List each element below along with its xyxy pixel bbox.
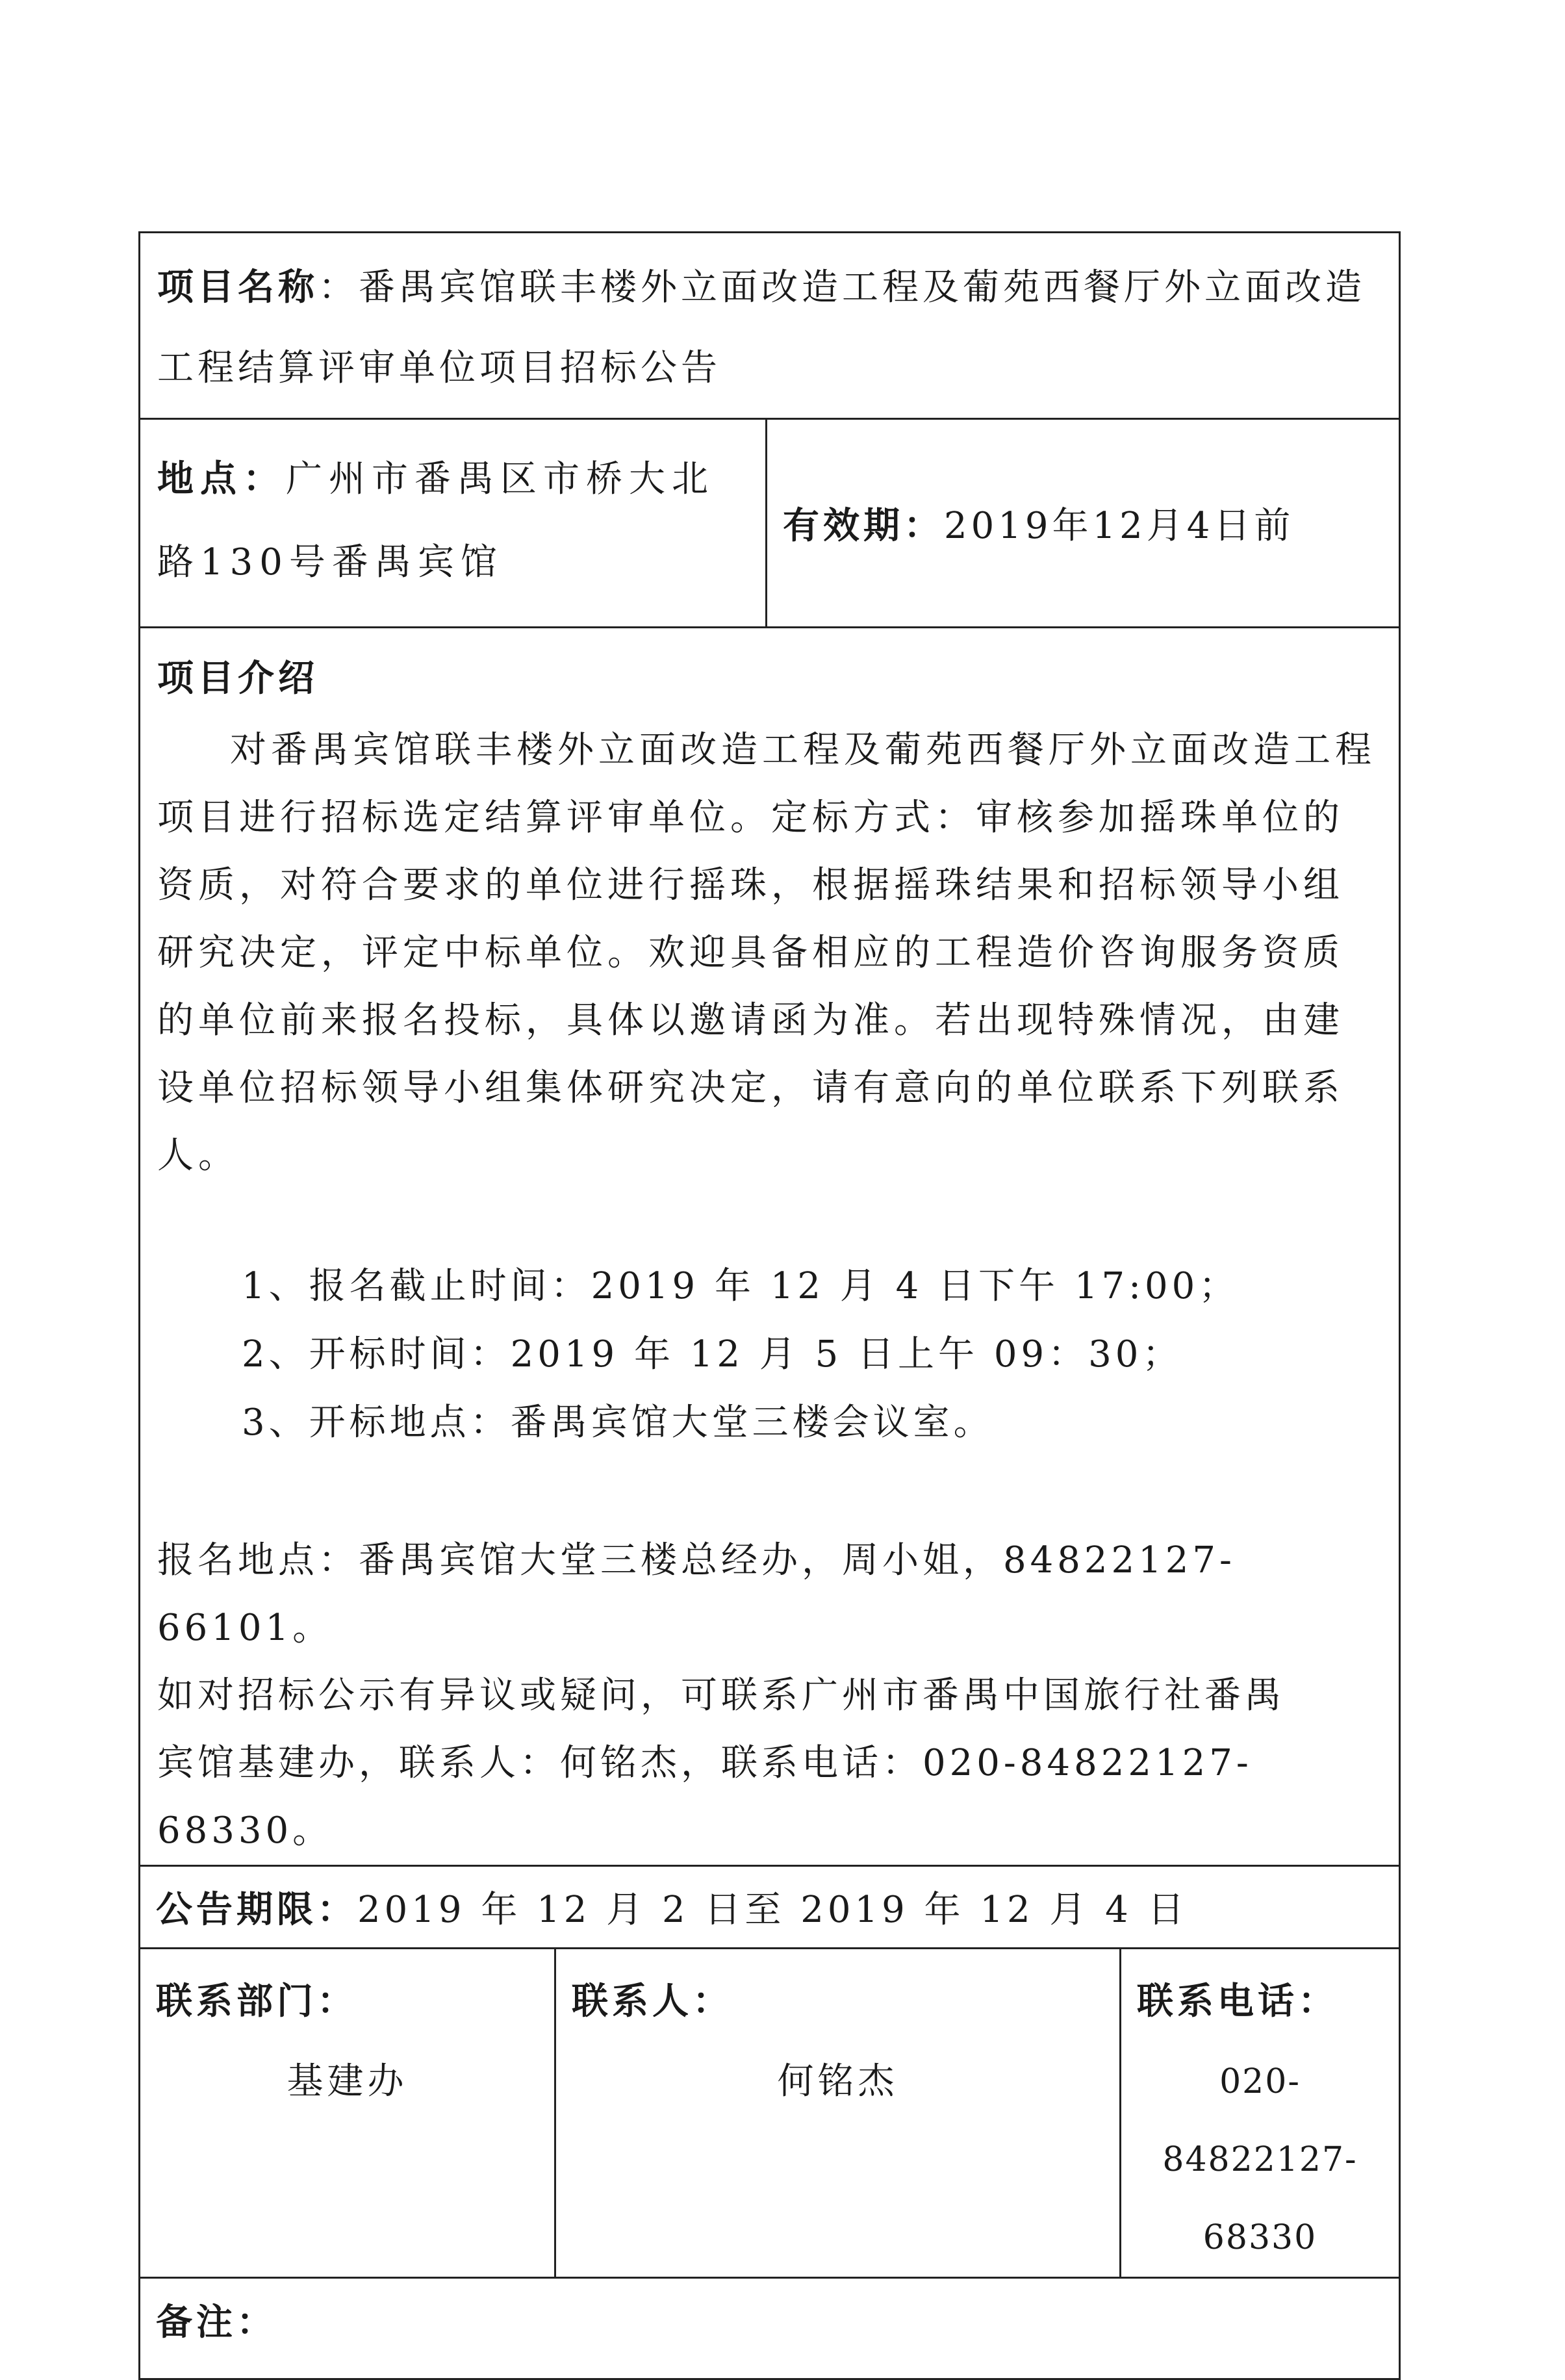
notice-period-row <box>140 1866 1400 1949</box>
introduction-cell <box>140 628 1400 1866</box>
contact-person-cell <box>555 1949 1121 2278</box>
notice-period-label: 公告期限： <box>156 1889 357 1931</box>
department-value: 基建办 <box>286 2060 408 2103</box>
introduction-heading: 项目介绍 <box>157 658 318 700</box>
validity-value: 2019年12月4日前 <box>944 505 1295 547</box>
remark-label: 备注： <box>156 2301 277 2344</box>
remark-row <box>140 2278 1400 2379</box>
contact-line: 宾馆基建办，联系人：何铭杰，联系电话：020-84822127-68330。 <box>157 1742 1253 1852</box>
notice-table <box>138 231 1401 2380</box>
department-label: 联系部门： <box>156 1980 357 2023</box>
contacts-row <box>140 1949 1400 2278</box>
project-name-value: 番禺宾馆联丰楼外立面改造工程及葡苑西餐厅外立面改造工程结算评审单位项目招标公告 <box>157 266 1366 389</box>
remark-cell <box>140 2278 1400 2379</box>
schedule-item-deadline: 1、报名截止时间：2019 年 12 月 4 日下午 17:00； <box>242 1265 1240 1307</box>
project-name-label: 项目名称 <box>157 266 318 309</box>
phone-value: 020-84822127-68330 <box>1162 2062 1358 2257</box>
phone-label: 联系电话： <box>1137 1980 1338 2023</box>
location-row <box>140 419 1400 628</box>
objection-line: 如对招标公示有异议或疑问，可联系广州市番禺中国旅行社番禺 <box>157 1674 1285 1717</box>
registration-info <box>157 1527 1382 1865</box>
contact-person-value: 何铭杰 <box>777 2060 898 2103</box>
department-cell <box>140 1949 555 2278</box>
project-name-cell <box>140 233 1400 419</box>
project-name-row <box>140 233 1400 419</box>
contact-person-label: 联系人： <box>572 1980 733 2023</box>
registration-line: 报名地点：番禺宾馆大堂三楼总经办，周小姐，84822127-66101。 <box>157 1539 1236 1649</box>
location-value: 广州市番禺区市桥大北路130号番禺宾馆 <box>157 458 715 583</box>
introduction-body: 对番禺宾馆联丰楼外立面改造工程及葡苑西餐厅外立面改造工程项目进行招标选定结算评审单位。定标方式：审核参加摇珠单位的资质，对符合要求的单位进行摇珠，根据摇珠结果和招标领导小组研究决定，评定中标单位。欢迎具备相应的工程造价咨询服务资质的单位前来报名投标，具体以邀请函为准。若出现特殊情况，由建设单位招标领导小组集体研究决定，请有意向的单位联系下列联系人。 <box>157 729 1376 1177</box>
notice-period-value: 2019 年 12 月 2 日至 2019 年 12 月 4 日 <box>357 1889 1188 1931</box>
introduction-row <box>140 628 1400 1866</box>
schedule-item-opening-time: 2、开标时间：2019 年 12 月 5 日上午 09：30； <box>242 1333 1183 1376</box>
location-label: 地点： <box>157 458 286 500</box>
schedule-list <box>157 1252 1382 1457</box>
phone-cell <box>1121 1949 1400 2278</box>
project-name-colon: ： <box>318 266 359 309</box>
notice-period-cell <box>140 1866 1400 1949</box>
location-cell <box>140 419 767 628</box>
validity-label: 有效期： <box>783 505 944 547</box>
validity-cell <box>767 419 1400 628</box>
schedule-item-opening-place: 3、开标地点：番禺宾馆大堂三楼会议室。 <box>242 1401 994 1444</box>
